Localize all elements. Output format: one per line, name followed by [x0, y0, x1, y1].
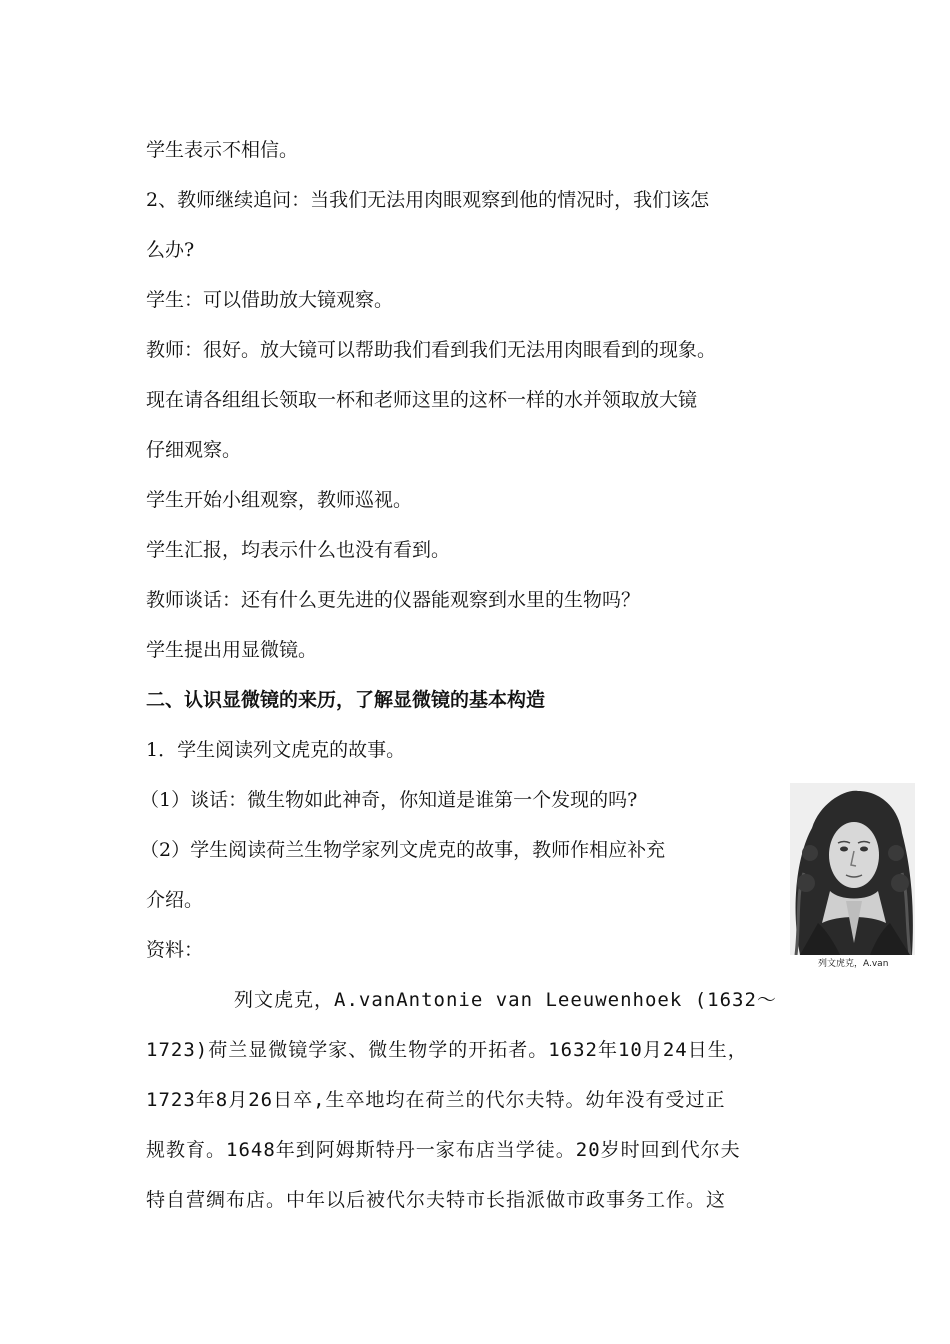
paragraph-line: 么办?	[146, 239, 195, 261]
paragraph-line: 学生开始小组观察，教师巡视。	[146, 489, 413, 511]
paragraph-line: 教师：很好。放大镜可以帮助我们看到我们无法用肉眼看到的现象。	[146, 339, 717, 361]
paragraph-line: 仔细观察。	[146, 439, 242, 461]
section-heading: 二、认识显微镜的来历，了解显微镜的基本构造	[146, 689, 546, 711]
material-label: 资料：	[146, 939, 204, 961]
bio-line: 1723)荷兰显微镜学家、微生物学的开拓者。1632年10月24日生，	[146, 1039, 748, 1061]
list-item-continuation: 介绍。	[146, 889, 204, 911]
portrait-caption: 列文虎克，A.van	[818, 959, 889, 969]
step-line: 1．学生阅读列文虎克的故事。	[146, 739, 406, 761]
list-item: （2）学生阅读荷兰生物学家列文虎克的故事，教师作相应补充	[140, 839, 666, 861]
bio-line: 规教育。1648年到阿姆斯特丹一家布店当学徒。20岁时回到代尔夫	[146, 1139, 741, 1161]
paragraph-line: 学生提出用显微镜。	[146, 639, 318, 661]
paragraph-line: 现在请各组组长领取一杯和老师这里的这杯一样的水并领取放大镜	[146, 389, 698, 411]
bio-line: 特自营绸布店。中年以后被代尔夫特市长指派做市政事务工作。这	[146, 1189, 727, 1211]
paragraph-line: 教师谈话：还有什么更先进的仪器能观察到水里的生物吗？	[146, 589, 641, 611]
list-item: （1）谈话：微生物如此神奇，你知道是谁第一个发现的吗?	[140, 789, 638, 811]
paragraph-line: 2、教师继续追问：当我们无法用肉眼观察到他的情况时，我们该怎	[146, 189, 710, 211]
portrait-illustration	[790, 783, 915, 955]
paragraph-line: 学生表示不相信。	[146, 139, 299, 161]
paragraph-line: 学生汇报，均表示什么也没有看到。	[146, 539, 451, 561]
bio-line: 列文虎克，A.vanAntonie van Leeuwenhoek (1632～	[234, 989, 777, 1011]
portrait-image	[790, 783, 915, 955]
bio-line: 1723年8月26日卒,生卒地均在荷兰的代尔夫特。幼年没有受过正	[146, 1089, 726, 1111]
paragraph-line: 学生：可以借助放大镜观察。	[146, 289, 394, 311]
